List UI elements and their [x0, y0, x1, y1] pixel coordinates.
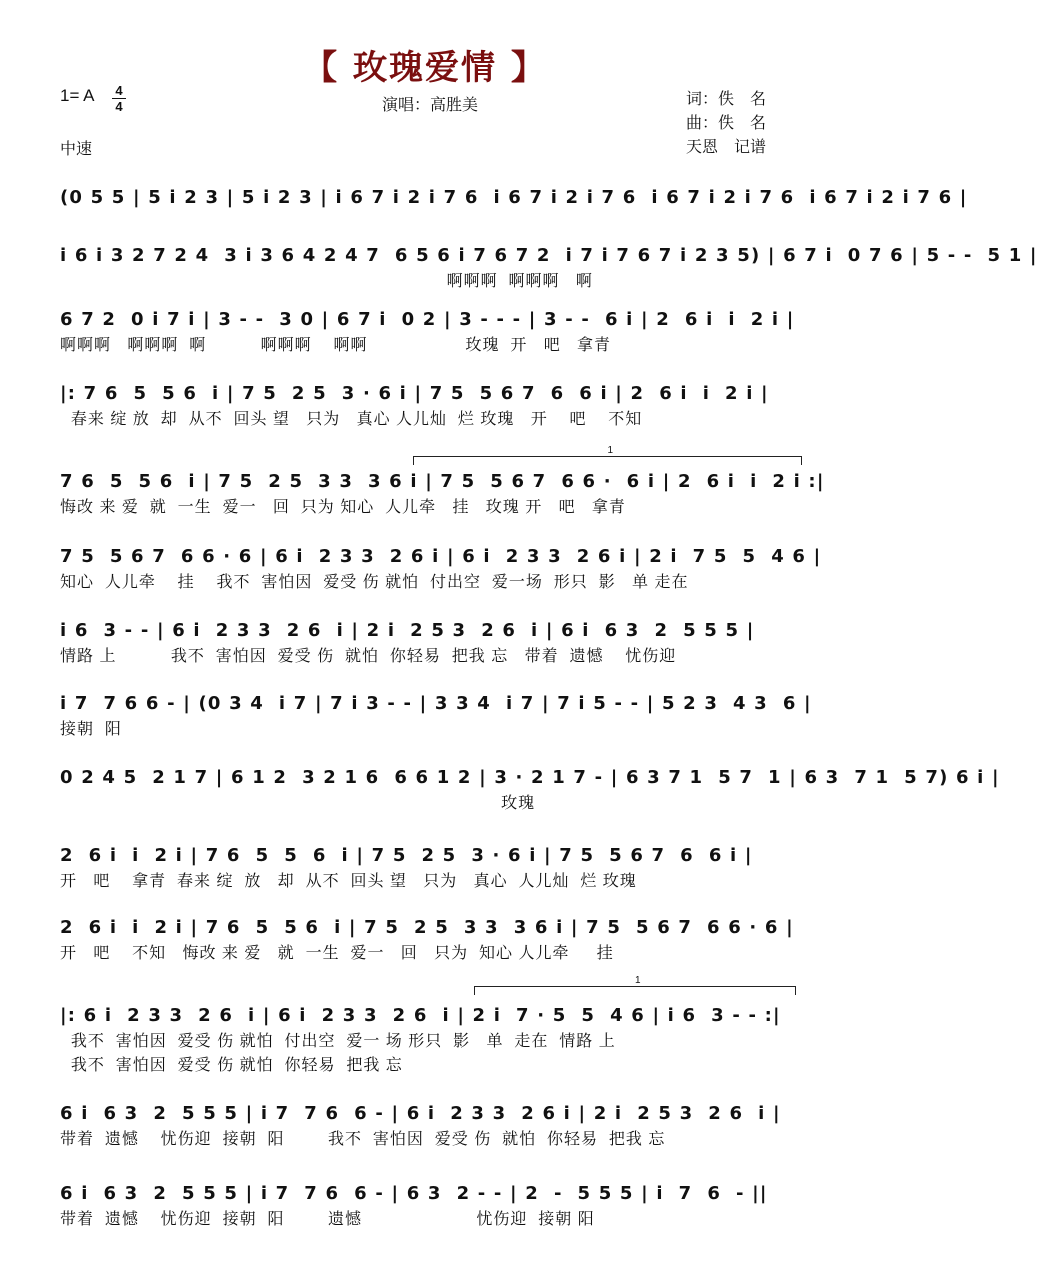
lyricist: 词：佚 名 — [686, 91, 767, 108]
notation-line: i 6 3 - - | 6 i 2 3 3 2 6 i | 2 i 2 5 3 2 6 i | 6 i 6 3 2 5 5 5 | — [60, 620, 755, 641]
lyric-line: 啊啊啊 啊啊啊 啊 啊啊啊 啊啊 玫瑰 开 吧 拿青 — [60, 337, 612, 354]
lyric-line: 玫瑰 — [60, 795, 536, 812]
notation-line: i 6 i 3 2 7 2 4 3 i 3 6 4 2 4 7 6 5 6 i 7 6 7 2 i 7 i 7 6 7 i 2 3 5) | 6 7 i 0 7 6 | 5 - - 5 1 | — [60, 245, 1038, 266]
lyric-line: 知心 人儿牵 挂 我不 害怕因 爱受 伤 就怕 付出空 爱一场 形只 影 单 走在 — [60, 574, 689, 591]
song-title: 【 玫瑰爱情 】 — [303, 48, 547, 88]
volta-bracket: 1 — [413, 456, 802, 465]
transcriber: 天恩 记谱 — [686, 139, 767, 156]
lyric-line: 开 吧 不知 悔改 来 爱 就 一生 爱一 回 只为 知心 人儿牵 挂 — [60, 945, 614, 962]
score-row — [60, 306, 800, 358]
score-row — [60, 242, 1038, 294]
score-row — [60, 543, 822, 595]
notation-line: i 7 7 6 6 - | (0 3 4 i 7 | 7 i 3 - - | 3 3 4 i 7 | 7 i 5 - - | 5 2 3 4 3 6 | — [60, 693, 812, 714]
score-row — [60, 690, 812, 742]
score-row — [60, 1100, 800, 1152]
notation-line: 6 i 6 3 2 5 5 5 | i 7 7 6 6 - | 6 3 2 - - | 2 - 5 5 5 | i 7 6 - || — [60, 1183, 768, 1204]
notation-line: 6 i 6 3 2 5 5 5 | i 7 7 6 6 - | 6 i 2 3 3 2 6 i | 2 i 2 5 3 2 6 i | — [60, 1103, 781, 1124]
notation-line: 6 7 2 0 i 7 i | 3 - - 3 0 | 6 7 i 0 2 | 3 - - - | 3 - - 6 i | 2 6 i i 2 i | — [60, 309, 795, 330]
notation-line: 0 2 4 5 2 1 7 | 6 1 2 3 2 1 6 6 6 1 2 | 3 · 2 1 7 - | 6 3 7 1 5 7 1 | 6 3 7 1 5 7) 6 i | — [60, 767, 1000, 788]
score-row — [60, 184, 968, 212]
tempo-marking: 中速 — [60, 141, 93, 158]
time-signature-bottom: 4 — [115, 99, 123, 114]
score-row — [60, 380, 800, 432]
score-row — [60, 914, 800, 966]
notation-line: 7 6 5 5 6 i | 7 5 2 5 3 3 3 6 i | 7 5 5 6 7 6 6 · 6 i | 2 6 i i 2 i :| — [60, 471, 825, 492]
time-signature — [112, 84, 126, 113]
lyric-line: 带着 遗憾 忧伤迎 接朝 阳 遗憾 忧伤迎 接朝 阳 — [60, 1211, 595, 1228]
singer: 演唱：高胜美 — [382, 97, 479, 114]
score-row — [60, 842, 800, 894]
notation-line: |: 6 i 2 3 3 2 6 i | 6 i 2 3 3 2 6 i | 2 i 7 · 5 5 4 6 | i 6 3 - - :| — [60, 1005, 781, 1026]
lyric-line: 啊啊啊 啊啊啊 啊 — [60, 273, 593, 290]
score-row — [60, 1180, 800, 1232]
time-signature-top: 4 — [115, 83, 123, 98]
lyric-line: 开 吧 拿青 春来 绽 放 却 从不 回头 望 只为 真心 人儿灿 烂 玫瑰 — [60, 873, 637, 890]
lyric-line: 悔改 来 爱 就 一生 爱一 回 只为 知心 人儿牵 挂 玫瑰 开 吧 拿青 — [60, 499, 626, 516]
lyric-line: 接朝 阳 — [60, 721, 122, 738]
key-signature: 1= A — [60, 86, 95, 105]
volta-bracket: 1 — [474, 986, 796, 995]
notation-line: 2 6 i i 2 i | 7 6 5 5 6 i | 7 5 2 5 3 · 6 i | 7 5 5 6 7 6 6 i | — [60, 845, 753, 866]
score-row — [60, 617, 800, 669]
notation-line: |: 7 6 5 5 6 i | 7 5 2 5 3 · 6 i | 7 5 5 6 7 6 6 i | 2 6 i i 2 i | — [60, 383, 769, 404]
score-row — [60, 468, 825, 520]
notation-line: (0 5 5 | 5 i 2 3 | 5 i 2 3 | i 6 7 i 2 i 7 6 i 6 7 i 2 i 7 6 i 6 7 i 2 i 7 6 i 6 7 i 2 i 7 6 | — [60, 187, 968, 208]
score-row — [60, 1002, 800, 1078]
lyric-line: 春来 绽 放 却 从不 回头 望 只为 真心 人儿灿 烂 玫瑰 开 吧 不知 — [60, 411, 643, 428]
notation-line: 2 6 i i 2 i | 7 6 5 5 6 i | 7 5 2 5 3 3 3 6 i | 7 5 5 6 7 6 6 · 6 | — [60, 917, 794, 938]
lyric-line: 我不 害怕因 爱受 伤 就怕 付出空 爱一 场 形只 影 单 走在 情路 上 — [60, 1033, 616, 1050]
composer: 曲：佚 名 — [686, 115, 767, 132]
notation-line: 7 5 5 6 7 6 6 · 6 | 6 i 2 3 3 2 6 i | 6 i 2 3 3 2 6 i | 2 i 7 5 5 4 6 | — [60, 546, 822, 567]
lyric-line: 带着 遗憾 忧伤迎 接朝 阳 我不 害怕因 爱受 伤 就怕 你轻易 把我 忘 — [60, 1131, 666, 1148]
lyric-line: 情路 上 我不 害怕因 爱受 伤 就怕 你轻易 把我 忘 带着 遗憾 忧伤迎 — [60, 648, 677, 665]
score-row — [60, 764, 1000, 816]
credits — [686, 88, 766, 160]
lyric-line-verse-2: 我不 害怕因 爱受 伤 就怕 你轻易 把我 忘 — [60, 1057, 403, 1074]
